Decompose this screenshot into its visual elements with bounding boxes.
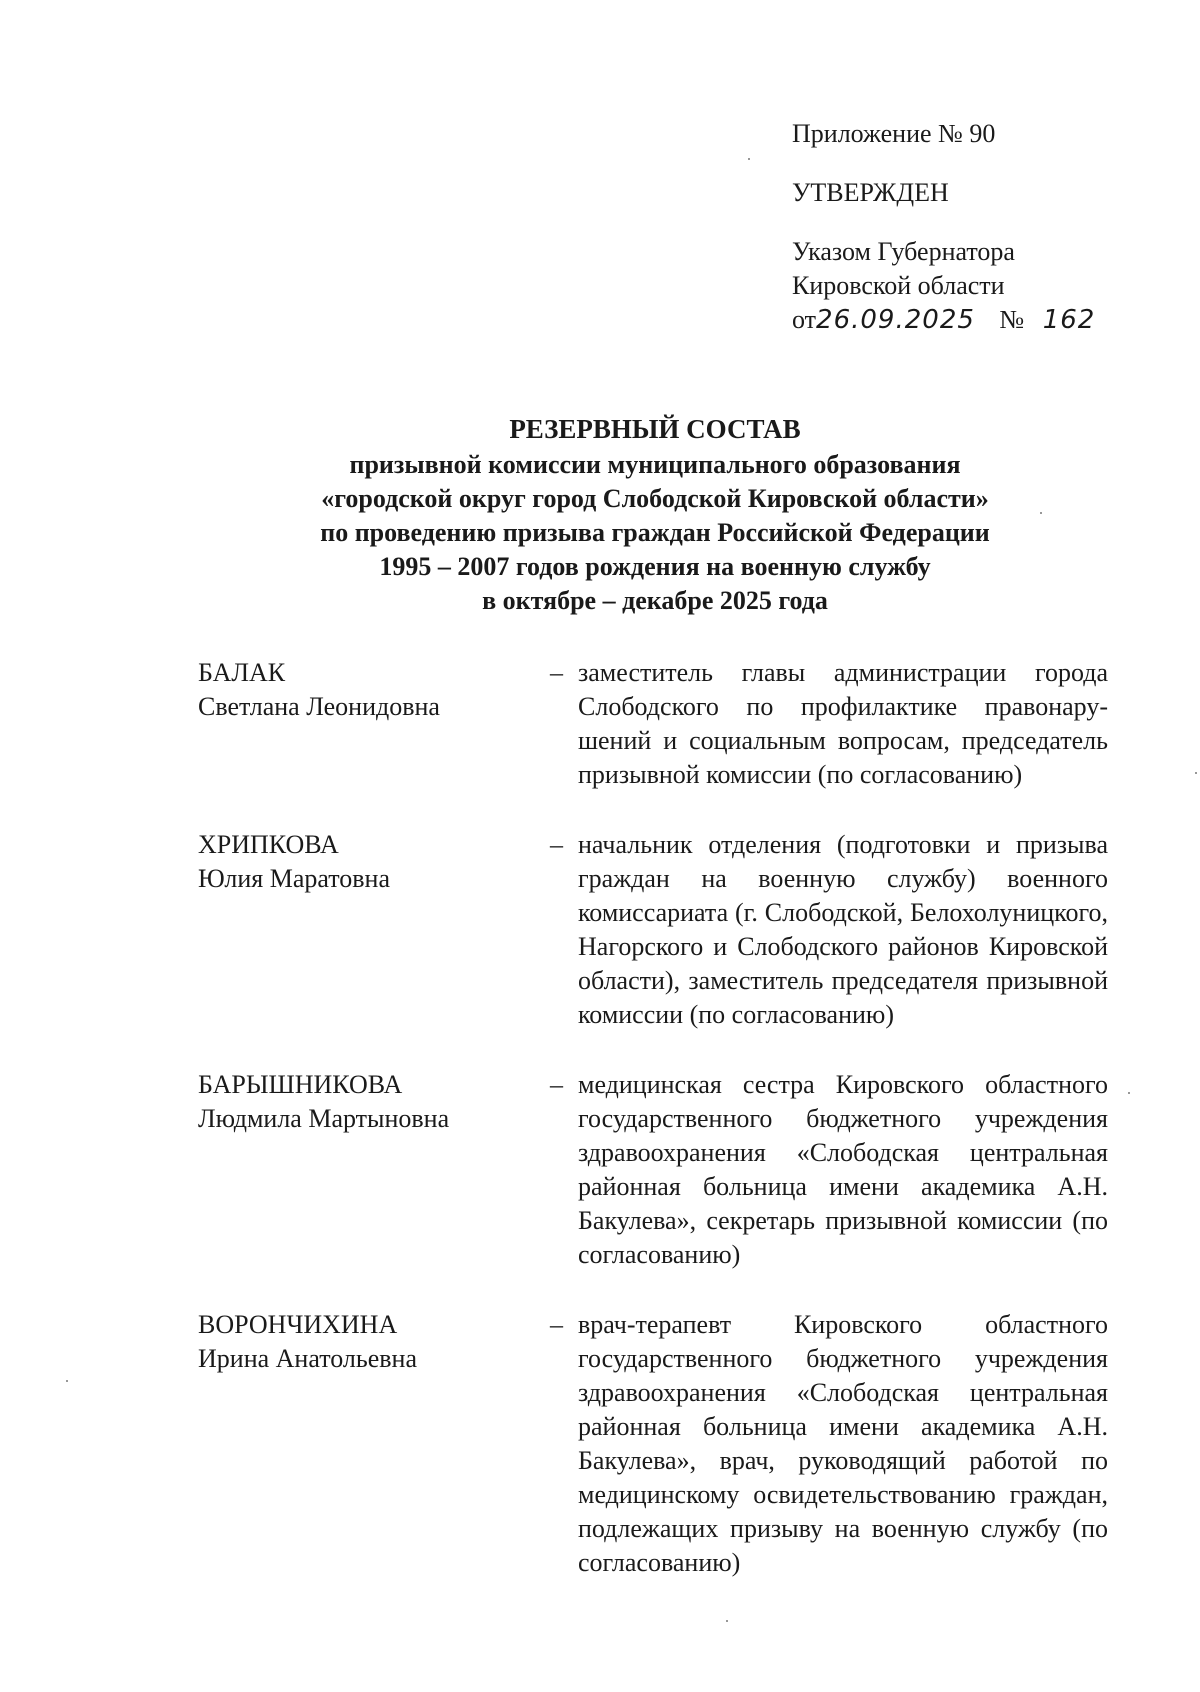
decree-line-2: Кировской области: [792, 271, 1005, 300]
member-given-name: Людмила Мартыновна: [198, 1104, 450, 1133]
document-title: [200, 412, 1110, 618]
title-line: призывной комиссии муниципального образования: [349, 450, 961, 479]
member-entry: [198, 1068, 1108, 1272]
scan-speck: [1040, 512, 1042, 514]
members-list: [198, 656, 1108, 1616]
member-entry: [198, 828, 1108, 1032]
member-name: [198, 656, 550, 792]
decree-date-line: [792, 303, 1172, 337]
member-name: [198, 1068, 550, 1272]
title-line: 1995 – 2007 годов рождения на военную службу: [379, 552, 931, 581]
member-role: врач-терапевт Кировского областного государственного бюджетного учреждения здравоохранения «Слободская центральная районная больница имени академика А.Н. Бакулева», врач, руководящий работой по медицинскому освидетельствованию граждан, подлежащих призыву на военную службу (по согласованию): [578, 1310, 1108, 1577]
member-dash: –: [550, 658, 563, 687]
title-line: по проведению призыва граждан Российской Федерации: [320, 518, 990, 547]
scan-speck: [1128, 1092, 1130, 1094]
member-given-name: Светлана Леонидовна: [198, 692, 440, 721]
scan-speck: [1195, 772, 1197, 774]
member-name: [198, 1308, 550, 1580]
number-prefix: №: [999, 305, 1025, 334]
member-role: начальник отделения (подготовки и призыва граждан на военную службу) военного комиссариата (г. Слободской, Белохолуницкого, Нагорского и Слободского районов Кировской области), заместитель председателя призывной комиссии (по согласованию): [578, 830, 1108, 1029]
decree-date: 26.09.2025: [816, 305, 975, 335]
member-given-name: Ирина Анатольевна: [198, 1344, 417, 1373]
member-role: заместитель главы администрации города Слободского по профилактике правонарушений и социальным вопросам, председатель призывной комиссии (по согласованию): [578, 658, 1108, 789]
scan-speck: [748, 158, 750, 160]
appendix-number: Приложение № 90: [792, 119, 996, 148]
member-role: медицинская сестра Кировского областного государственного бюджетного учреждения здравоохранения «Слободская центральная районная больница имени академика А.Н. Бакулева», секретарь призывной комиссии (по согласованию): [578, 1070, 1108, 1269]
approval-block: [792, 117, 1172, 337]
member-dash: –: [550, 830, 563, 859]
approved-label: УТВЕРЖДЕН: [792, 178, 949, 207]
member-given-name: Юлия Маратовна: [198, 864, 391, 893]
member-dash: –: [550, 1070, 563, 1099]
member-dash: –: [550, 1310, 563, 1339]
title-line: в октябре – декабре 2025 года: [482, 586, 828, 615]
scan-speck: [726, 1620, 728, 1622]
decree-line-1: Указом Губернатора: [792, 237, 1015, 266]
member-name: [198, 828, 550, 1032]
decree-number: 162: [1042, 305, 1096, 335]
date-prefix: от: [792, 305, 817, 334]
title-main: РЕЗЕРВНЫЙ СОСТАВ: [509, 414, 801, 444]
title-line: «городской округ город Слободской Кировской области»: [321, 484, 989, 513]
member-surname: БАЛАК: [198, 658, 286, 687]
member-entry: [198, 1308, 1108, 1580]
scan-speck: [66, 1380, 68, 1382]
member-surname: ХРИПКОВА: [198, 830, 339, 859]
member-entry: [198, 656, 1108, 792]
member-surname: БАРЫШНИКОВА: [198, 1070, 403, 1099]
member-surname: ВОРОНЧИХИНА: [198, 1310, 398, 1339]
